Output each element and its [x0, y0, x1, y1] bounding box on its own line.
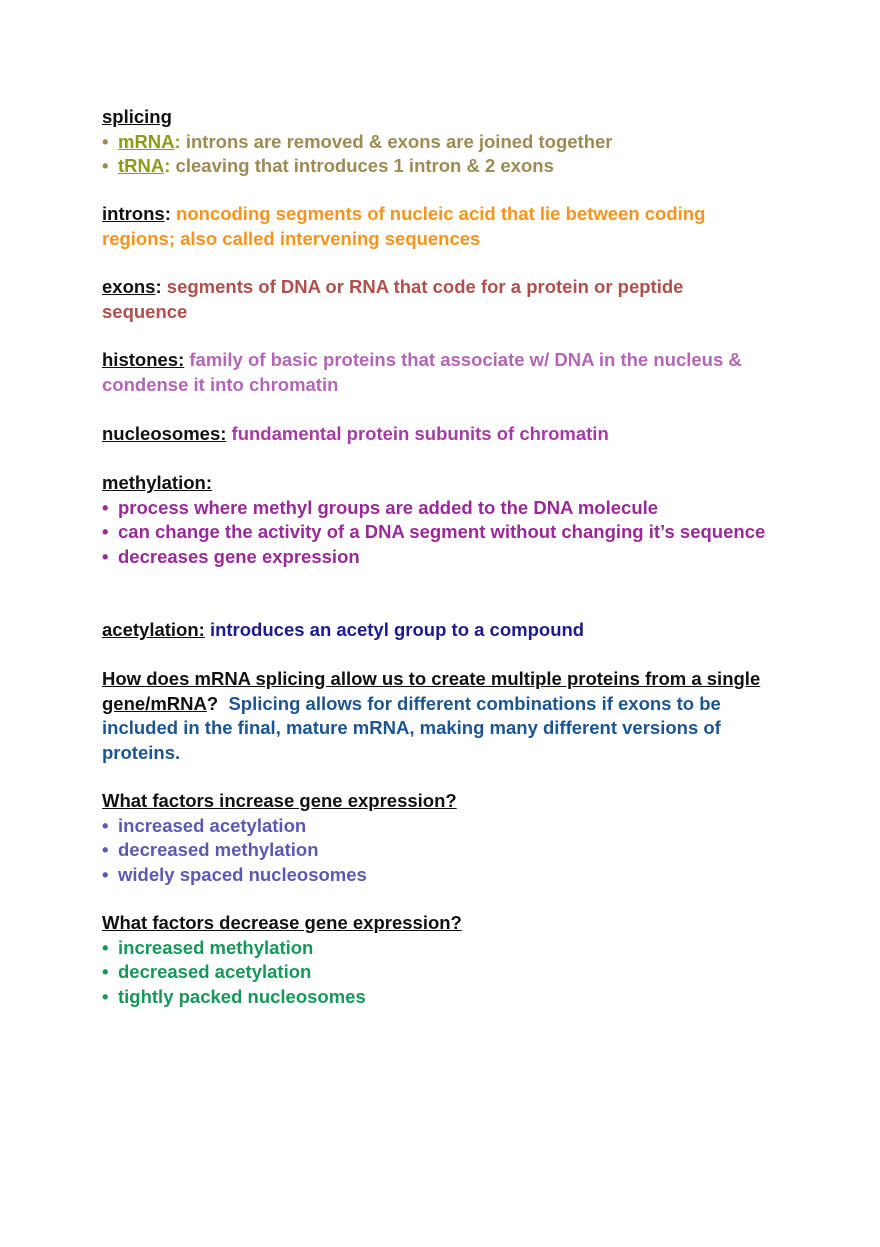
colon: : [164, 155, 171, 176]
nucleosomes-definition [102, 422, 767, 447]
list-item: • can change the activity of a DNA segment without changing it’s sequence [102, 520, 767, 545]
question: How does mRNA splicing allow us to create multiple proteins from a single gene/mRNA [102, 668, 761, 714]
list-item: • decreased methylation [102, 838, 767, 863]
term: nucleosomes: [102, 423, 227, 444]
definition: segments of DNA or RNA that code for a protein or peptide sequence [102, 276, 684, 322]
exons-definition [102, 275, 767, 324]
trna-text: cleaving that introduces 1 intron & 2 exons [170, 155, 554, 176]
list-item: • increased methylation [102, 936, 767, 961]
term: introns [102, 203, 165, 224]
introns-definition [102, 202, 767, 251]
list-item: • increased acetylation [102, 814, 767, 839]
methylation-heading: methylation: [102, 472, 212, 493]
increase-section [102, 789, 767, 887]
splicing-section [102, 105, 767, 179]
mrna-label: mRNA [118, 130, 175, 152]
definition: fundamental protein subunits of chromatin [226, 423, 609, 444]
decrease-list [102, 936, 767, 1010]
colon: : [174, 130, 181, 152]
splicing-question [102, 667, 767, 765]
answer: Splicing allows for different combinations if exons to be included in the final, mature mRNA, making many different versions of proteins. [102, 692, 726, 763]
mrna-text: introns are removed & exons are joined together [180, 130, 613, 152]
acetylation-definition [102, 618, 767, 643]
methylation-section [102, 471, 767, 569]
colon: : [164, 203, 171, 224]
colon: : [155, 276, 162, 297]
list-item: • tightly packed nucleosomes [102, 985, 767, 1010]
decrease-section [102, 911, 767, 1009]
increase-heading: What factors increase gene expression? [102, 790, 457, 811]
list-item: • decreased acetylation [102, 960, 767, 985]
term: histones: [102, 349, 185, 370]
list-item: • decreases gene expression [102, 545, 767, 570]
definition: noncoding segments of nucleic acid that lie between coding regions; also called intervening sequences [102, 203, 706, 249]
trna-label: tRNA [118, 155, 165, 176]
definition: family of basic proteins that associate w/ DNA in the nucleus & condense it into chromatin [102, 349, 742, 395]
methylation-list [102, 496, 767, 570]
histones-definition [102, 348, 767, 397]
definition: introduces an acetyl group to a compound [204, 619, 585, 640]
decrease-heading: What factors decrease gene expression? [102, 912, 462, 933]
term: exons [102, 276, 156, 297]
list-item [102, 130, 767, 155]
list-item: • process where methyl groups are added to the DNA molecule [102, 496, 767, 521]
list-item: • widely spaced nucleosomes [102, 863, 767, 888]
splicing-list [102, 130, 767, 179]
question-mark: ? [206, 692, 219, 714]
term: acetylation: [102, 619, 205, 640]
splicing-heading: splicing [102, 106, 172, 127]
increase-list [102, 814, 767, 888]
list-item [102, 154, 767, 179]
